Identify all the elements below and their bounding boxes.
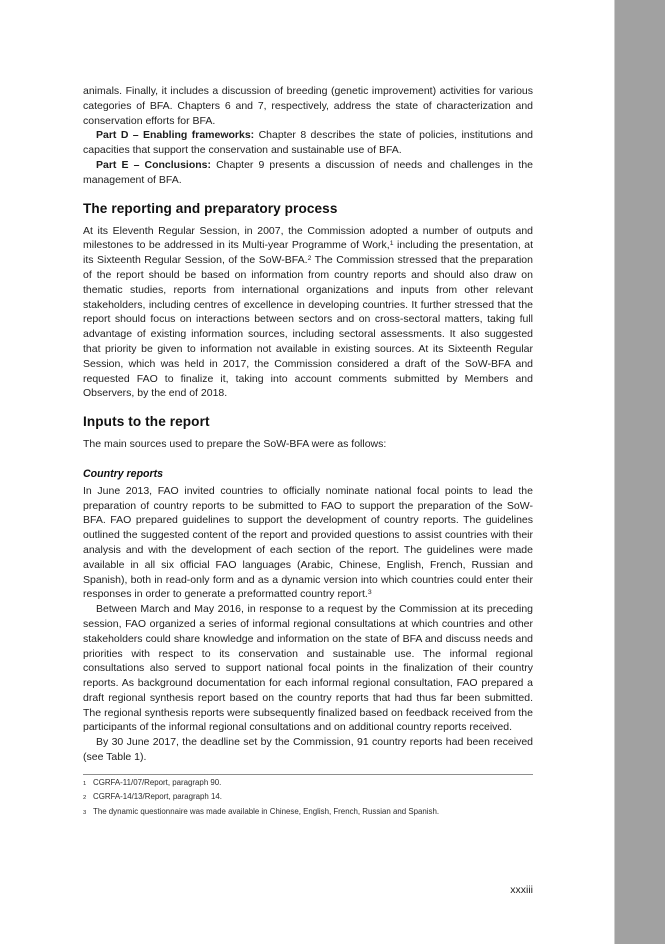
footnote: [83, 806, 533, 819]
section-heading-inputs: Inputs to the report: [83, 414, 210, 430]
footnote: [83, 791, 533, 804]
paragraph-country-reports-3: By 30 June 2017, the deadline set by the Commission, 91 country reports had been received (see Table 1).: [83, 736, 533, 764]
paragraph-inputs-lead: The main sources used to prepare the SoW-BFA were as follows:: [83, 438, 387, 451]
footnote-text: The dynamic questionnaire was made available in Chinese, English, French, Russian and Spanish.: [93, 807, 440, 817]
subsection-heading-country-reports: Country reports: [83, 467, 164, 480]
footnote-text: CGRFA-14/13/Report, paragraph 14.: [93, 792, 222, 802]
paragraph-reporting-process: At its Eleventh Regular Session, in 2007, the Commission adopted a number of outputs and milestones to be addressed in its Multi-year Programme of Work,$^1$ including the presentation, at its Sixteenth Regular Session, of the SoW-BFA.$^2$ The Commission stressed that the preparation of the report should be based on information from country reports and should also draw on thematic studies, reports from international organizations and inputs from other relevant stakeholders, including centres of excellence in developing countries. It further stressed that the report should focus on interactions between sectors and on cross-sectoral matters, taking full advantage of existing information sources, including sectoral assessments. It also suggested that priority be given to information not available in existing sources. At its Sixteenth Regular Session, which was held in 2017, the Commission considered a draft of the SoW-BFA and requested FAO to finalize it, taking into account comments submitted by Members and Observers, by the end of 2018.: [83, 224, 533, 400]
footnote-marker: 1: [83, 780, 87, 787]
text-column: [83, 84, 533, 819]
page-number: xxxiii: [510, 884, 533, 896]
paragraph-intro-continuation: animals. Finally, it includes a discussion of breeding (genetic improvement) activities for various categories of BFA. Chapters 6 and 7, respectively, address the state of characterization and conservation efforts for BFA.: [83, 85, 533, 127]
footnote-marker: 3: [83, 810, 87, 817]
paragraph-part-d: Part D – Enabling frameworks: Chapter 8 describes the state of policies, institutions and capacities that support the conservation and sustainable use of BFA.: [83, 129, 533, 157]
paragraph-part-e: Part E – Conclusions: Chapter 9 presents a discussion of needs and challenges in the management of BFA.: [83, 158, 533, 186]
footnote-text: CGRFA-11/07/Report, paragraph 90.: [93, 777, 222, 787]
footnote-marker: 2: [83, 795, 87, 802]
paragraph-country-reports-1: In June 2013, FAO invited countries to officially nominate national focal points to lead the preparation of country reports to be submitted to FAO to support the preparation of the SoW-BFA. FAO prepared guidelines to support the development of country reports. The guidelines outlined the suggested content of the report and provided questions to assist countries with their analysis and with the development of each section of the report. The guidelines were made available in all six official FAO languages (Arabic, Chinese, English, French, Russian and Spanish), both in read-only form and as a dynamic version into which countries could enter their responses in order to generate a preformatted country report.$^3$: [83, 484, 533, 601]
footnote-rule: [83, 774, 533, 775]
page-edge-band: [614, 0, 665, 944]
paragraph-country-reports-2: Between March and May 2016, in response to a request by the Commission at its preceding session, FAO organized a series of informal regional consultations at which countries and other stakeholders could share knowledge and information on the state of BFA and discuss needs and priorities with respect to its conservation and sustainable use. The informal regional consultations also served to support national focal points in the finalization of their country reports. As background documentation for each informal regional consultation, FAO prepared a draft regional synthesis report based on the country reports that had thus far been submitted. The regional synthesis reports were subsequently finalized based on feedback received from the participants of the informal regional consultations and on additional country reports received.: [83, 603, 533, 734]
footnote: [83, 777, 533, 790]
section-heading-reporting-process: The reporting and preparatory process: [83, 200, 338, 216]
